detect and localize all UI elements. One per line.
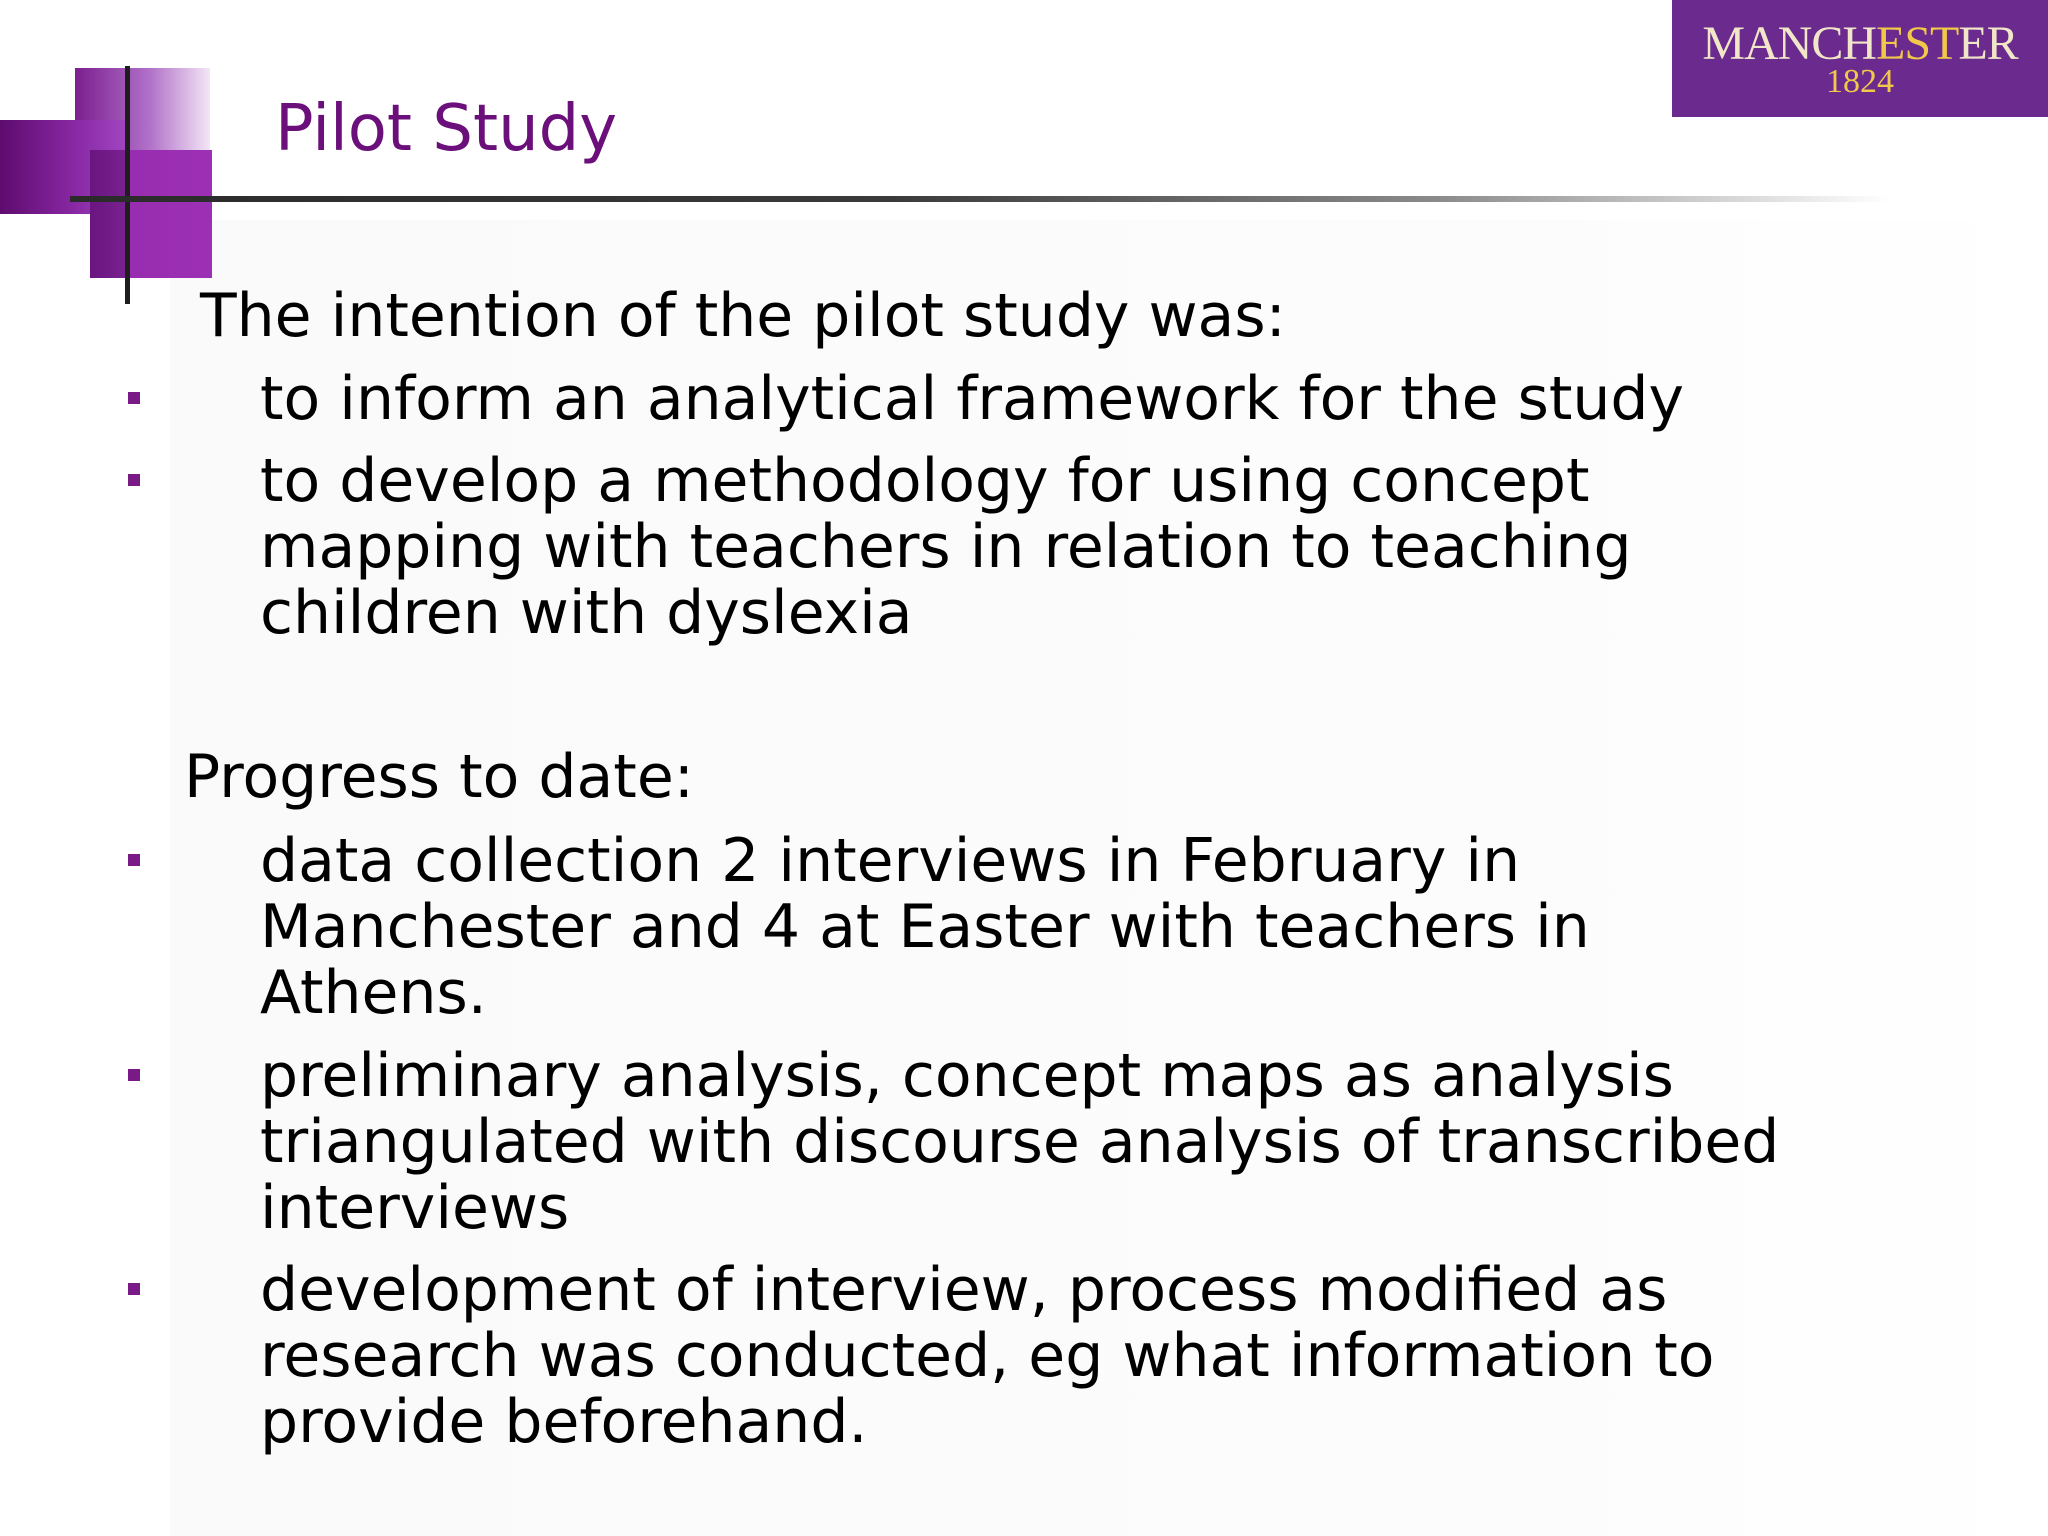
bullet-marker [128,854,140,866]
progress-item: data collection 2 interviews in February in Manchester and 4 at Easter with teachers in Athens. [260,826,1590,1028]
decor-vertical-line [125,66,130,304]
title-underline [70,196,1890,202]
intention-heading: The intention of the pilot study was: [200,281,1286,351]
bullet-marker [128,1069,140,1081]
decor-square-accent [130,150,212,278]
intention-item: to develop a methodology for using concept mapping with teachers in relation to teaching children with dyslexia [260,446,1632,648]
intention-item: to inform an analytical framework for the study [260,364,1684,434]
logo-wordmark: MANCHESTER [1702,16,2018,70]
bullet-marker [128,474,140,486]
bullet-marker [128,1283,140,1295]
slide-title: Pilot Study [275,92,618,166]
logo-year: 1824 [1826,62,1894,100]
progress-item: development of interview, process modified as research was conducted, eg what information to provide beforehand. [260,1255,1715,1457]
university-logo [1672,0,2048,117]
bullet-marker [128,392,140,404]
progress-item: preliminary analysis, concept maps as analysis triangulated with discourse analysis of transcribed interviews [260,1041,1780,1243]
progress-heading: Progress to date: [184,742,694,812]
